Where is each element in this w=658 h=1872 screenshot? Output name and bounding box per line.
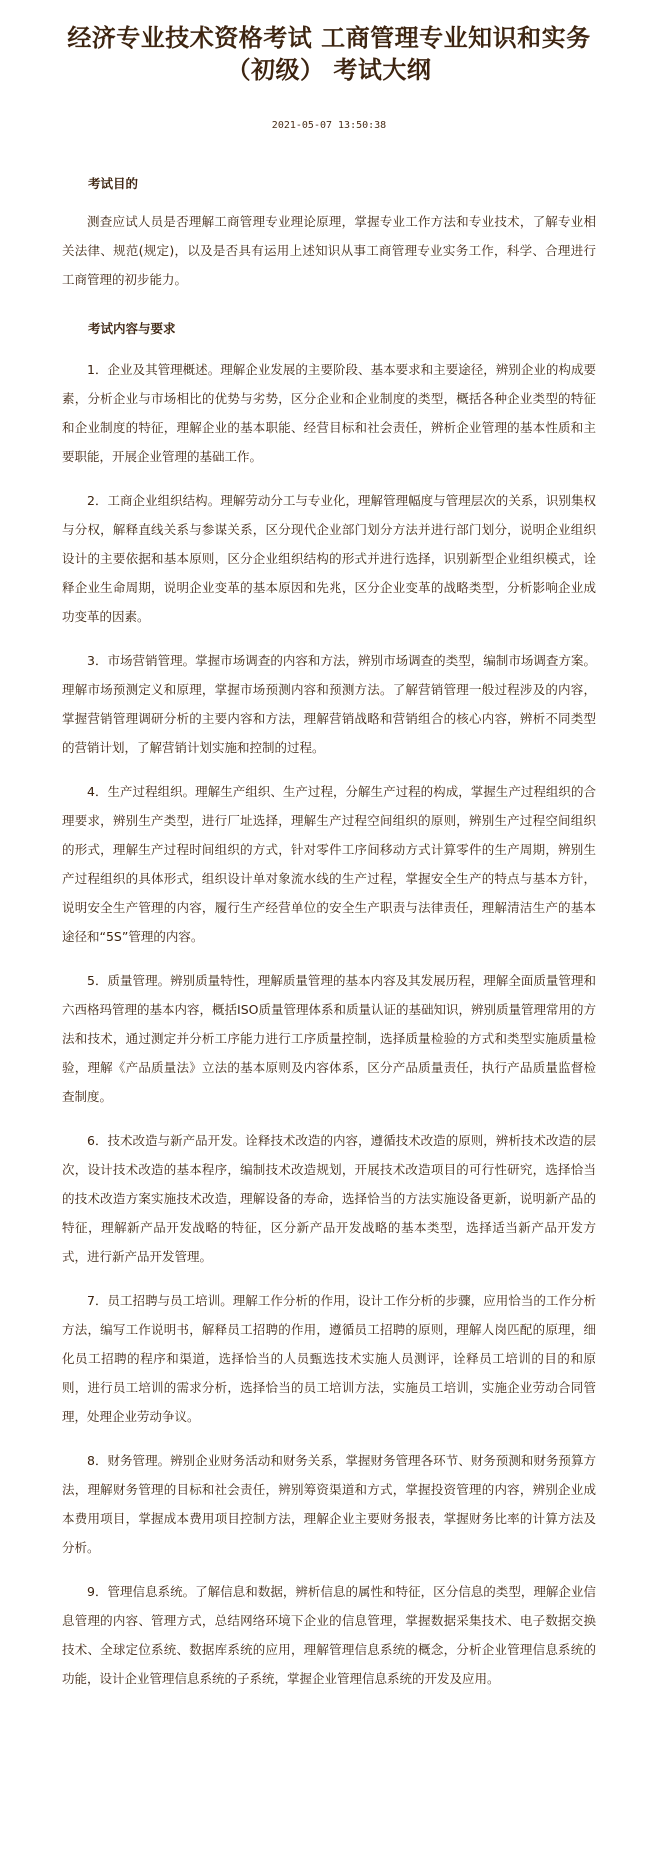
content-item-5: 5．质量管理。辨别质量特性，理解质量管理的基本内容及其发展历程，理解全面质量管理和六西格玛管理的基本内容，概括ISO质量管理体系和质量认证的基础知识，辨别质量管理常用的方法和技术，通过测定并分析工序能力进行工序质量控制，选择质量检验的方式和类型实施质量检验，理解《产品质量法》立法的基本原则及内容体系，区分产品质量责任，执行产品质量监督检查制度。 (62, 973, 596, 1104)
content-item-2: 2．工商企业组织结构。理解劳动分工与专业化，理解管理幅度与管理层次的关系，识别集权与分权，解释直线关系与参谋关系，区分现代企业部门划分方法并进行部门划分，说明企业组织设计的主要依据和基本原则，区分企业组织结构的形式并进行选择，识别新型企业组织模式，诠释企业生命周期，说明企业变革的基本原因和先兆，区分企业变革的战略类型，分析影响企业成功变革的因素。 (62, 493, 596, 624)
publish-date: 2021-05-07 13:50:38 (271, 120, 387, 131)
content-item-4: 4．生产过程组织。理解生产组织、生产过程，分解生产过程的构成，掌握生产过程组织的合理要求，辨别生产类型，进行厂址选择，理解生产过程空间组织的原则，辨别生产过程空间组织的形式，理解生产过程时间组织的方式，针对零件工序间移动方式计算零件的生产周期，辨别生产过程组织的具体形式，组织设计单对象流水线的生产过程，掌握安全生产的特点与基本方针，说明安全生产管理的内容，履行生产经营单位的安全生产职责与法律责任，理解清洁生产的基本途径和“5S”管理的内容。 (62, 784, 596, 944)
content-item-7: 7．员工招聘与员工培训。理解工作分析的作用，设计工作分析的步骤，应用恰当的工作分析方法，编写工作说明书，解释员工招聘的作用，遵循员工招聘的原则，理解人岗匹配的原理，细化员工招聘的程序和渠道，选择恰当的人员甄选技术实施人员测评，诠释员工培训的目的和原则，进行员工培训的需求分析，选择恰当的员工培训方法，实施员工培训，实施企业劳动合同管理，处理企业劳动争议。 (62, 1293, 596, 1424)
section-heading-content: 考试内容与要求 (88, 321, 176, 336)
content-item-6: 6．技术改造与新产品开发。诠释技术改造的内容，遵循技术改造的原则，辨析技术改造的层次，设计技术改造的基本程序，编制技术改造规划，开展技术改造项目的可行性研究，选择恰当的技术改造方案实施技术改造，理解设备的寿命，选择恰当的方法实施设备更新，说明新产品的特征，理解新产品开发战略的特征，区分新产品开发战略的基本类型，选择适当新产品开发方式，进行新产品开发管理。 (62, 1133, 596, 1264)
content-item-1: 1．企业及其管理概述。理解企业发展的主要阶段、基本要求和主要途径，辨别企业的构成要素，分析企业与市场相比的优势与劣势，区分企业和企业制度的类型，概括各种企业类型的特征和企业制度的特征，理解企业的基本职能、经营目标和社会责任，辨析企业管理的基本性质和主要职能，开展企业管理的基础工作。 (62, 362, 596, 464)
article-title: 经济专业技术资格考试 工商管理专业知识和实务（初级） 考试大纲 (67, 24, 591, 84)
section-heading-purpose: 考试目的 (88, 176, 139, 191)
content-item-8: 8．财务管理。辨别企业财务活动和财务关系，掌握财务管理各环节、财务预测和财务预算方法，理解财务管理的目标和社会责任，辨别筹资渠道和方式，掌握投资管理的内容，辨别企业成本费用项目，掌握成本费用项目控制方法，理解企业主要财务报表，掌握财务比率的计算方法及分析。 (62, 1453, 596, 1555)
content-item-9: 9．管理信息系统。了解信息和数据，辨析信息的属性和特征，区分信息的类型，理解企业信息管理的内容、管理方式，总结网络环境下企业的信息管理，掌握数据采集技术、电子数据交换技术、全球定位系统、数据库系统的应用，理解管理信息系统的概念，分析企业管理信息系统的功能，设计企业管理信息系统的子系统，掌握企业管理信息系统的开发及应用。 (62, 1584, 596, 1686)
content-item-3: 3．市场营销管理。掌握市场调查的内容和方法，辨别市场调查的类型，编制市场调查方案。理解市场预测定义和原理，掌握市场预测内容和预测方法。了解营销管理一般过程涉及的内容，掌握营销管理调研分析的主要内容和方法，理解营销战略和营销组合的核心内容，辨析不同类型的营销计划，了解营销计划实施和控制的过程。 (62, 653, 596, 755)
purpose-paragraph: 测查应试人员是否理解工商管理专业理论原理，掌握专业工作方法和专业技术，了解专业相关法律、规范(规定)，以及是否具有运用上述知识从事工商管理专业实务工作，科学、合理进行工商管理的初步能力。 (62, 214, 596, 287)
